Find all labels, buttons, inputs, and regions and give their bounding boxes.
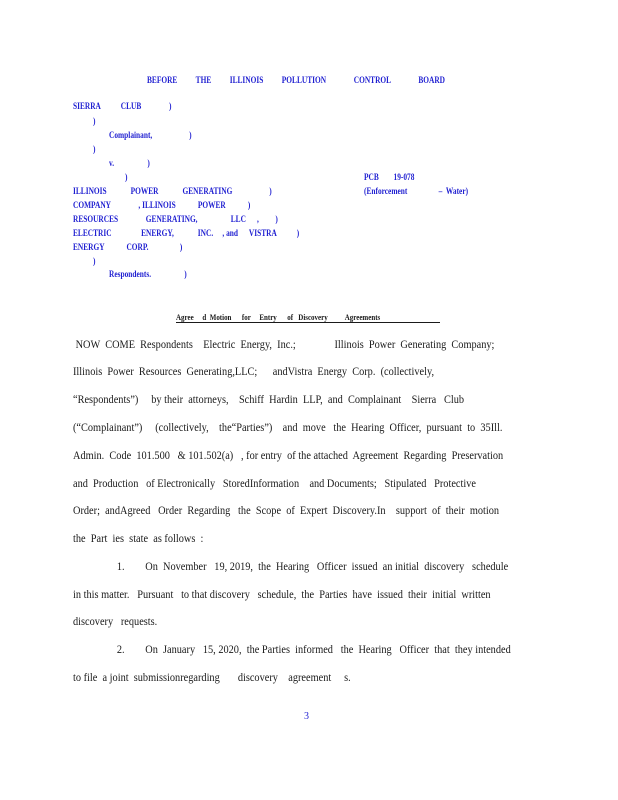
caption-line: SIERRA CLUB ) [73,101,172,111]
body-line: “Respondents”) by their attorneys, Schiff Hardin LLP, and Complainant Sierra Club [73,392,465,406]
caption-line: Respondents. ) [109,269,187,279]
body-line: and Production of Electronically StoredInformation and Documents; Stipulated Protective [73,476,476,490]
body-line: in this matter. Pursuant to that discovery schedule, the Parties have issued their initial written [73,587,491,601]
body-line: the Part ies state as follows : [73,531,204,545]
case-number: PCB 19-078 [364,172,415,182]
caption-line: ILLINOIS POWER GENERATING ) [73,186,272,196]
caption-line: ENERGY CORP. ) [73,242,183,252]
page-number: 3 [304,711,309,722]
motion-title: Agree d Motion for Entry of Discovery Agreements [176,312,381,322]
caption-line: ) [93,256,96,266]
paragraph-1-first-line: 1. On November 19, 2019, the Hearing Officer issued an initial discovery schedule [73,559,509,573]
caption-line: Complainant, ) [109,130,192,140]
body-line: Admin. Code 101.500 & 101.502(a) , for entry of the attached Agreement Regarding Preservation [73,448,504,462]
body-line: NOW COME Respondents Electric Energy, Inc.; Illinois Power Generating Company; [73,337,495,351]
caption-line: ) [93,116,96,126]
body-line: discovery requests. [73,614,158,628]
caption-line: ELECTRIC ENERGY, INC. , and VISTRA ) [73,228,300,238]
caption-line: v. ) [109,158,150,168]
case-type: (Enforcement – Water) [364,186,469,196]
paragraph-2-first-line: 2. On January 15, 2020, the Parties informed the Hearing Officer that they intended [73,642,511,656]
board-heading: BEFORE THE ILLINOIS POLLUTION CONTROL BOARD [147,75,445,85]
caption-line: ) [93,144,96,154]
body-line: (“Complainant”) (collectively, the“Parties”) and move the Hearing Officer, pursuant to 35Ill. [73,420,503,434]
body-line: Order; andAgreed Order Regarding the Scope of Expert Discovery.In support of their motion [73,503,500,517]
body-line: to file a joint submissionregarding discovery agreement s. [73,670,351,684]
caption-line: ) [125,172,128,182]
title-underline [176,322,440,323]
caption-line: COMPANY , ILLINOIS POWER ) [73,200,251,210]
body-line: Illinois Power Resources Generating,LLC; andVistra Energy Corp. (collectively, [73,364,435,378]
caption-line: RESOURCES GENERATING, LLC , ) [73,214,278,224]
